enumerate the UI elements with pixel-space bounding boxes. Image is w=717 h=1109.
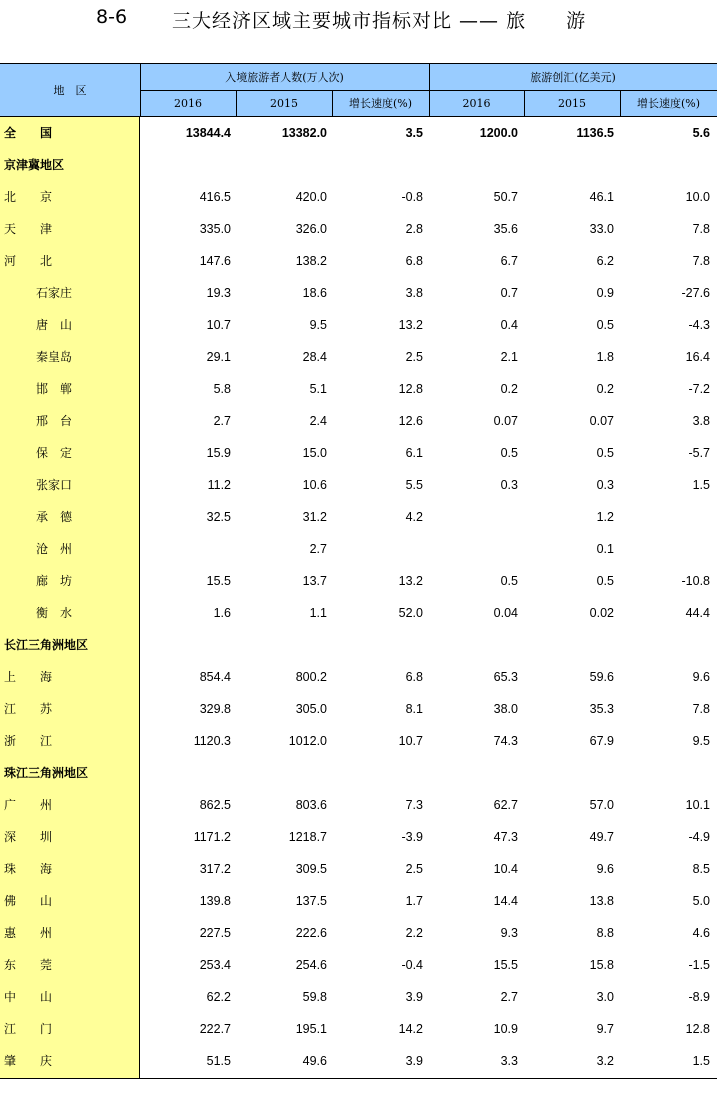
value-cell: 2.7 <box>213 414 231 428</box>
value-cell: 800.2 <box>295 670 327 684</box>
value-cell: 0.04 <box>493 606 518 620</box>
table-row <box>0 213 717 245</box>
value-cell <box>143 757 231 789</box>
value-cell: 3.0 <box>596 990 614 1004</box>
value-cell: 47.3 <box>493 830 518 844</box>
value-cell <box>622 757 710 789</box>
table-row <box>0 245 717 277</box>
region-label: 浙 江 <box>4 734 53 748</box>
value-cell: 7.8 <box>692 222 710 236</box>
table-row <box>0 661 717 693</box>
value-cell: 6.7 <box>500 254 518 268</box>
value-cell: 335.0 <box>199 222 231 236</box>
value-cell: 222.6 <box>295 926 327 940</box>
value-cell: 50.7 <box>493 190 518 204</box>
value-cell: 1200.0 <box>479 126 518 140</box>
table-row <box>0 981 717 1013</box>
value-cell: 3.9 <box>405 1054 423 1068</box>
value-cell: 2.5 <box>405 862 423 876</box>
value-cell <box>335 149 423 181</box>
value-cell: 9.3 <box>500 926 518 940</box>
table-row <box>0 693 717 725</box>
value-cell: 18.6 <box>302 286 327 300</box>
header-col-2016-b: 2016 <box>462 96 491 110</box>
value-cell: 74.3 <box>493 734 518 748</box>
value-cell: 803.6 <box>295 798 327 812</box>
header-divider <box>524 90 525 116</box>
value-cell: -7.2 <box>688 382 710 396</box>
header-divider <box>620 90 621 116</box>
value-cell: 59.8 <box>302 990 327 1004</box>
value-cell: 15.5 <box>206 574 231 588</box>
value-cell: 10.9 <box>493 1022 518 1036</box>
region-label: 保 定 <box>36 446 73 460</box>
table-number: 8-6 <box>96 6 128 28</box>
value-cell: 57.0 <box>589 798 614 812</box>
region-label: 珠 海 <box>4 862 53 876</box>
value-cell: 1.1 <box>309 606 327 620</box>
header-col-growth-b: 增长速度(%) <box>636 97 701 110</box>
region-label: 上 海 <box>4 670 53 684</box>
value-cell: 420.0 <box>295 190 327 204</box>
value-cell <box>430 533 518 565</box>
value-cell: 1120.3 <box>193 734 231 748</box>
value-cell: 13.7 <box>302 574 327 588</box>
region-label: 东 莞 <box>4 958 53 972</box>
value-cell <box>143 149 231 181</box>
value-cell: 222.7 <box>199 1022 231 1036</box>
region-label: 珠江三角洲地区 <box>4 766 89 780</box>
value-cell: 12.6 <box>398 414 423 428</box>
value-cell: 195.1 <box>295 1022 327 1036</box>
value-cell: 29.1 <box>206 350 231 364</box>
region-label: 深 圳 <box>4 830 53 844</box>
value-cell: 62.7 <box>493 798 518 812</box>
value-cell: 2.2 <box>405 926 423 940</box>
value-cell: 15.0 <box>302 446 327 460</box>
value-cell: 0.9 <box>596 286 614 300</box>
table-row <box>0 821 717 853</box>
value-cell: 0.07 <box>589 414 614 428</box>
region-label: 北 京 <box>4 190 53 204</box>
table-row <box>0 949 717 981</box>
value-cell: 227.5 <box>199 926 231 940</box>
value-cell: 1.5 <box>692 1054 710 1068</box>
table-row <box>0 885 717 917</box>
table-row <box>0 789 717 821</box>
value-cell: 0.2 <box>500 382 518 396</box>
value-cell: 0.3 <box>596 478 614 492</box>
region-label: 江 苏 <box>4 702 53 716</box>
region-label: 石家庄 <box>36 286 73 300</box>
value-cell: 0.3 <box>500 478 518 492</box>
value-cell: 13.2 <box>398 318 423 332</box>
value-cell: 15.5 <box>493 958 518 972</box>
value-cell: -8.9 <box>688 990 710 1004</box>
value-cell: 32.5 <box>206 510 231 524</box>
value-cell: 0.5 <box>500 574 518 588</box>
value-cell: 1218.7 <box>288 830 327 844</box>
value-cell: 0.02 <box>589 606 614 620</box>
value-cell: 0.5 <box>500 446 518 460</box>
value-cell: 10.6 <box>302 478 327 492</box>
value-cell: 7.8 <box>692 702 710 716</box>
value-cell: -10.8 <box>681 574 710 588</box>
value-cell: 35.6 <box>493 222 518 236</box>
value-cell: 2.7 <box>500 990 518 1004</box>
region-label: 京津冀地区 <box>4 158 65 172</box>
value-cell <box>526 629 614 661</box>
value-cell: 1.7 <box>405 894 423 908</box>
value-cell <box>239 629 327 661</box>
table-row <box>0 917 717 949</box>
header-divider <box>332 90 333 116</box>
value-cell: 38.0 <box>493 702 518 716</box>
value-cell: 3.8 <box>692 414 710 428</box>
value-cell: 6.2 <box>596 254 614 268</box>
value-cell: 8.5 <box>692 862 710 876</box>
value-cell: 12.8 <box>398 382 423 396</box>
value-cell: 6.8 <box>405 670 423 684</box>
value-cell <box>430 501 518 533</box>
value-cell: 10.7 <box>398 734 423 748</box>
value-cell: 15.8 <box>589 958 614 972</box>
table-row <box>0 373 717 405</box>
value-cell: 8.1 <box>405 702 423 716</box>
region-label: 中 山 <box>4 990 53 1004</box>
data-table <box>0 63 717 1079</box>
value-cell: 10.0 <box>685 190 710 204</box>
value-cell: 326.0 <box>295 222 327 236</box>
value-cell: 1.2 <box>596 510 614 524</box>
value-cell: 2.7 <box>309 542 327 556</box>
value-cell: -5.7 <box>688 446 710 460</box>
table-row <box>0 309 717 341</box>
value-cell <box>622 501 710 533</box>
header-tourism-revenue: 旅游创汇(亿美元) <box>530 71 616 84</box>
value-cell: 13382.0 <box>281 126 327 140</box>
table-row <box>0 629 717 661</box>
region-label: 秦皇岛 <box>36 350 73 364</box>
region-label: 沧 州 <box>36 542 73 556</box>
value-cell: 11.2 <box>207 478 231 492</box>
table-row <box>0 533 717 565</box>
value-cell: 862.5 <box>199 798 231 812</box>
value-cell: 2.8 <box>405 222 423 236</box>
table-row <box>0 341 717 373</box>
value-cell: 3.9 <box>405 990 423 1004</box>
region-label: 河 北 <box>4 254 53 268</box>
value-cell: 3.3 <box>500 1054 518 1068</box>
value-cell: 254.6 <box>295 958 327 972</box>
value-cell: 0.7 <box>500 286 518 300</box>
value-cell: -3.9 <box>401 830 423 844</box>
table-row <box>0 1013 717 1045</box>
value-cell: 0.2 <box>596 382 614 396</box>
value-cell: 0.4 <box>500 318 518 332</box>
value-cell: 0.07 <box>493 414 518 428</box>
value-cell <box>430 149 518 181</box>
page-title <box>0 6 717 32</box>
header-col-2015-b: 2015 <box>558 96 586 110</box>
value-cell: 1.6 <box>213 606 231 620</box>
value-cell: 59.6 <box>589 670 614 684</box>
value-cell: 52.0 <box>398 606 423 620</box>
value-cell: 5.1 <box>309 382 327 396</box>
table-row <box>0 277 717 309</box>
header-col-2015-a: 2015 <box>270 96 298 110</box>
value-cell: 9.5 <box>692 734 710 748</box>
value-cell: -4.9 <box>688 830 710 844</box>
value-cell: 46.1 <box>589 190 614 204</box>
value-cell: 15.9 <box>206 446 231 460</box>
region-label: 邯 郸 <box>36 382 73 396</box>
table-title: 三大经济区域主要城市指标对比 —— 旅 游 <box>172 10 587 32</box>
table-row <box>0 725 717 757</box>
value-cell: 305.0 <box>295 702 327 716</box>
value-cell: 13.2 <box>398 574 423 588</box>
value-cell: 3.2 <box>596 1054 614 1068</box>
value-cell: 8.8 <box>596 926 614 940</box>
value-cell: 5.8 <box>213 382 231 396</box>
region-label: 佛 山 <box>4 894 53 908</box>
region-label: 张家口 <box>36 478 73 492</box>
value-cell: 14.4 <box>493 894 518 908</box>
value-cell: 0.5 <box>596 446 614 460</box>
value-cell: 5.6 <box>692 126 710 140</box>
table-row <box>0 501 717 533</box>
value-cell: 67.9 <box>589 734 614 748</box>
value-cell: 5.5 <box>405 478 423 492</box>
value-cell <box>622 149 710 181</box>
value-cell: 139.8 <box>199 894 231 908</box>
value-cell: 49.6 <box>302 1054 327 1068</box>
value-cell: 4.2 <box>405 510 423 524</box>
table-row <box>0 181 717 213</box>
value-cell: 317.2 <box>199 862 231 876</box>
value-cell: 1012.0 <box>288 734 327 748</box>
value-cell: 9.5 <box>309 318 327 332</box>
value-cell: 16.4 <box>685 350 710 364</box>
table-row <box>0 565 717 597</box>
value-cell: 13844.4 <box>185 126 231 140</box>
value-cell: 0.5 <box>596 318 614 332</box>
header-divider <box>236 90 237 116</box>
table-row <box>0 405 717 437</box>
value-cell <box>143 533 231 565</box>
value-cell: 33.0 <box>589 222 614 236</box>
value-cell <box>143 629 231 661</box>
value-cell: 309.5 <box>295 862 327 876</box>
value-cell: -27.6 <box>681 286 710 300</box>
value-cell <box>526 149 614 181</box>
value-cell: 35.3 <box>589 702 614 716</box>
header-divider <box>140 90 717 91</box>
header-col-2016-a: 2016 <box>174 96 202 110</box>
region-label: 长江三角洲地区 <box>4 638 89 652</box>
region-label: 承 德 <box>36 510 73 524</box>
value-cell: 9.6 <box>692 670 710 684</box>
value-cell: 6.1 <box>405 446 423 460</box>
value-cell <box>335 533 423 565</box>
value-cell <box>430 629 518 661</box>
value-cell <box>622 629 710 661</box>
value-cell: 51.5 <box>206 1054 231 1068</box>
value-cell: 7.8 <box>692 254 710 268</box>
value-cell: 10.4 <box>493 862 518 876</box>
region-label: 惠 州 <box>4 926 53 940</box>
value-cell: 13.8 <box>589 894 614 908</box>
value-cell: 1136.5 <box>576 126 614 140</box>
value-cell: -1.5 <box>688 958 710 972</box>
value-cell: -0.8 <box>401 190 423 204</box>
value-cell: 14.2 <box>398 1022 423 1036</box>
value-cell <box>526 757 614 789</box>
value-cell: 3.8 <box>405 286 423 300</box>
value-cell: 2.1 <box>500 350 518 364</box>
table-row <box>0 1045 717 1077</box>
value-cell <box>335 629 423 661</box>
region-label: 廊 坊 <box>36 574 73 588</box>
value-cell: 854.4 <box>199 670 231 684</box>
value-cell: 253.4 <box>199 958 231 972</box>
value-cell: 4.6 <box>692 926 710 940</box>
value-cell: 2.4 <box>309 414 327 428</box>
value-cell: 6.8 <box>405 254 423 268</box>
region-label: 全 国 <box>4 126 53 140</box>
value-cell: 1.5 <box>692 478 710 492</box>
value-cell <box>622 533 710 565</box>
value-cell: 0.5 <box>596 574 614 588</box>
region-label: 唐 山 <box>36 318 73 332</box>
value-cell <box>239 757 327 789</box>
value-cell: 31.2 <box>302 510 327 524</box>
value-cell: 19.3 <box>206 286 231 300</box>
value-cell: 416.5 <box>199 190 231 204</box>
value-cell: 7.3 <box>405 798 423 812</box>
value-cell: 1171.2 <box>193 830 231 844</box>
value-cell: 5.0 <box>692 894 710 908</box>
value-cell: 2.5 <box>405 350 423 364</box>
table-row <box>0 149 717 181</box>
region-label: 衡 水 <box>36 606 73 620</box>
value-cell <box>239 149 327 181</box>
value-cell: -0.4 <box>401 958 423 972</box>
value-cell: 3.5 <box>405 126 423 140</box>
value-cell: 0.1 <box>596 542 614 556</box>
region-label: 江 门 <box>4 1022 53 1036</box>
value-cell: 49.7 <box>589 830 614 844</box>
header-region: 地 区 <box>53 84 87 97</box>
value-cell: 10.7 <box>206 318 231 332</box>
value-cell: 329.8 <box>199 702 231 716</box>
value-cell <box>335 757 423 789</box>
value-cell: 28.4 <box>302 350 327 364</box>
value-cell: 9.6 <box>596 862 614 876</box>
header-inbound-tourists: 入境旅游者人数(万人次) <box>225 71 344 84</box>
table-row <box>0 597 717 629</box>
table-row <box>0 469 717 501</box>
region-label: 天 津 <box>4 222 53 236</box>
value-cell: 137.5 <box>295 894 327 908</box>
value-cell: 9.7 <box>596 1022 614 1036</box>
value-cell: 62.2 <box>206 990 231 1004</box>
value-cell: 12.8 <box>685 1022 710 1036</box>
header-col-growth-a: 增长速度(%) <box>348 97 413 110</box>
table-row <box>0 437 717 469</box>
value-cell: -4.3 <box>688 318 710 332</box>
table-header <box>0 64 717 117</box>
region-label: 邢 台 <box>36 414 73 428</box>
value-cell: 10.1 <box>685 798 710 812</box>
value-cell <box>430 757 518 789</box>
value-cell: 44.4 <box>685 606 710 620</box>
value-cell: 65.3 <box>493 670 518 684</box>
value-cell: 1.8 <box>596 350 614 364</box>
table-row <box>0 117 717 149</box>
table-row <box>0 853 717 885</box>
table-row <box>0 757 717 789</box>
region-label: 广 州 <box>4 798 53 812</box>
region-label: 肇 庆 <box>4 1054 53 1068</box>
value-cell: 138.2 <box>295 254 327 268</box>
value-cell: 147.6 <box>199 254 231 268</box>
